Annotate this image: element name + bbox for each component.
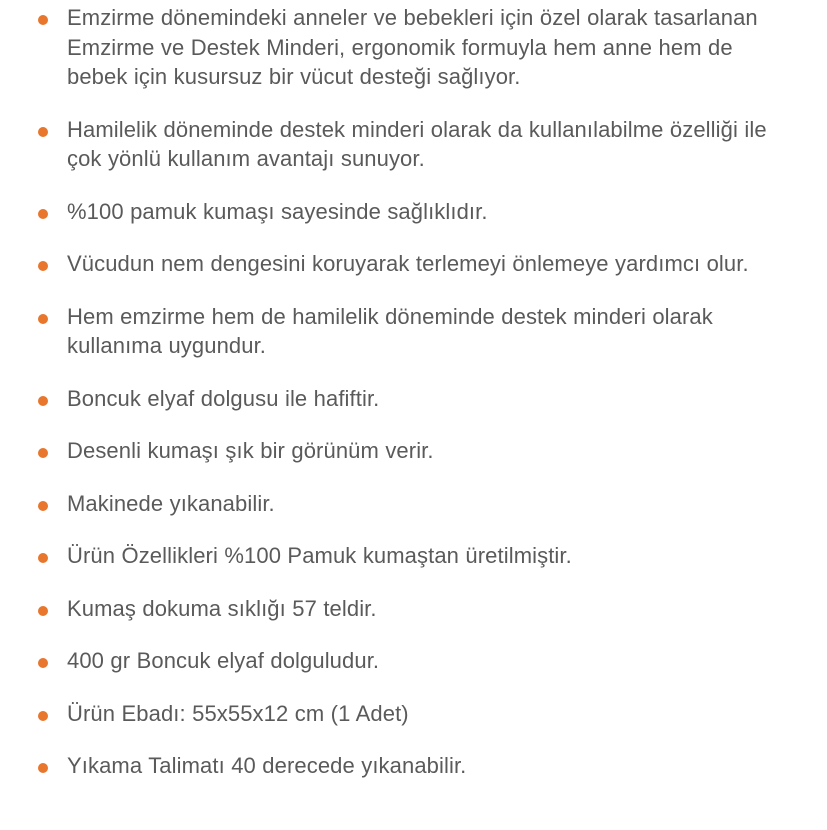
list-item (0, 594, 827, 624)
list-item (0, 302, 827, 361)
bullet-dot-icon (38, 501, 48, 511)
list-item-text: Kumaş dokuma sıklığı 57 teldir. (67, 595, 377, 621)
list-item-text: Ürün Ebadı: 55x55x12 cm (1 Adet) (67, 700, 409, 726)
list-item-text: %100 pamuk kumaşı sayesinde sağlıklıdır. (67, 198, 488, 224)
list-item-text: Yıkama Talimatı 40 derecede yıkanabilir. (67, 753, 467, 778)
list-item-text: Hamilelik döneminde destek minderi olarak da kullanılabilme özelliği ile çok yönlü kullanım avantajı sunuyor. (67, 116, 767, 171)
list-item (0, 751, 827, 781)
bullet-dot-icon (38, 314, 48, 324)
bullet-dot-icon (38, 209, 48, 219)
list-item (0, 115, 827, 174)
bullet-dot-icon (38, 396, 48, 406)
list-item (0, 646, 827, 676)
list-item-text: Hem emzirme hem de hamilelik döneminde destek minderi olarak kullanıma uygundur. (67, 303, 713, 358)
bullet-dot-icon (38, 763, 48, 773)
bullet-dot-icon (38, 553, 48, 563)
list-item-text: Desenli kumaşı şık bir görünüm verir. (67, 438, 434, 463)
list-item (0, 197, 827, 227)
list-item-text: Emzirme dönemindeki anneler ve bebekleri için özel olarak tasarlanan Emzirme ve Destek Minderi, ergonomik formuyla hem anne hem de bebek için kusursuz bir vücut desteği sağlıyor. (67, 5, 758, 89)
list-item (0, 489, 827, 519)
bullet-dot-icon (38, 15, 48, 25)
bullet-dot-icon (38, 448, 48, 458)
bullet-dot-icon (38, 658, 48, 668)
list-item (0, 249, 827, 279)
list-item-text: Boncuk elyaf dolgusu ile hafiftir. (67, 385, 380, 411)
bullet-dot-icon (38, 261, 48, 271)
bullet-dot-icon (38, 127, 48, 137)
list-item (0, 699, 827, 729)
list-item (0, 384, 827, 414)
list-item-text: Vücudun nem dengesini koruyarak terlemeyi önlemeye yardımcı olur. (67, 251, 749, 276)
list-item-text: 400 gr Boncuk elyaf dolguludur. (67, 648, 380, 673)
list-item (0, 541, 827, 571)
bullet-dot-icon (38, 606, 48, 616)
bullet-dot-icon (38, 711, 48, 721)
list-item (0, 3, 827, 92)
list-item-text: Makinede yıkanabilir. (67, 490, 275, 516)
list-item (0, 436, 827, 466)
list-item-text: Ürün Özellikleri %100 Pamuk kumaştan üretilmiştir. (67, 543, 572, 568)
